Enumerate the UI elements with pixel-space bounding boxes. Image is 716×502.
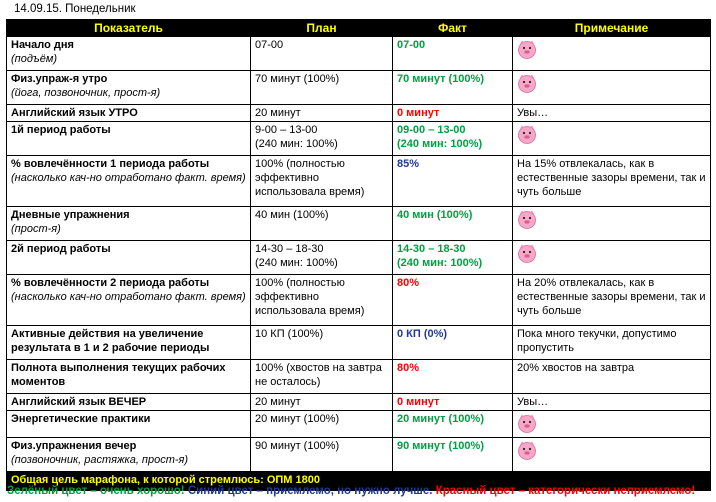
table-row	[7, 105, 711, 122]
fact-value: 20 минут (100%)	[397, 413, 484, 425]
fact-value: 14-30 – 18-30	[397, 243, 466, 255]
fact-cell	[393, 394, 513, 411]
fact-cell	[393, 275, 513, 326]
note-cell	[513, 105, 711, 122]
indicator-label: Начало дня	[11, 39, 74, 51]
note-text: Увы…	[517, 107, 549, 119]
fact-value: 80%	[397, 277, 420, 289]
note-cell	[513, 156, 711, 207]
header-indicator: Показатель	[7, 20, 251, 37]
fact-value: 80%	[397, 362, 420, 374]
daily-report-table	[6, 19, 711, 491]
fact-value: 0 минут	[397, 107, 440, 119]
plan-cell	[251, 105, 393, 122]
plan-cell	[251, 438, 393, 472]
color-legend	[7, 485, 695, 497]
indicator-cell	[7, 37, 251, 71]
table-row	[7, 71, 711, 105]
indicator-cell	[7, 275, 251, 326]
note-cell	[513, 275, 711, 326]
note-cell	[513, 360, 711, 394]
note-cell	[513, 326, 711, 360]
indicator-label: Физ.упражнения вечер	[11, 440, 137, 452]
indicator-label: Физ.упраж-я утро	[11, 73, 108, 85]
indicator-label: Активные действия на увеличение	[11, 328, 204, 340]
plan-cell	[251, 156, 393, 207]
fact-cell	[393, 241, 513, 275]
plan-cell	[251, 207, 393, 241]
pig-face-icon	[517, 124, 537, 144]
indicator-label: Полнота выполнения текущих рабочих моментов	[11, 362, 226, 388]
header-plan: План	[251, 20, 393, 37]
note-cell	[513, 122, 711, 156]
legend-green: Зелёный цвет – очень хорошо!	[7, 485, 185, 497]
indicator-cell	[7, 411, 251, 438]
legend-blue: Синий цвет – приемлемо, но нужно лучше.	[187, 485, 433, 497]
plan-value: 70 минут (100%)	[255, 73, 340, 85]
indicator-cell	[7, 156, 251, 207]
indicator-label: Энергетические практики	[11, 413, 151, 425]
note-cell	[513, 394, 711, 411]
plan-value: (240 мин: 100%)	[255, 257, 338, 269]
pig-face-icon	[517, 209, 537, 229]
note-text: На 20% отвлекалась, как в естественные зазоры времени, так и чуть больше	[517, 277, 706, 317]
indicator-label: % вовлечённости 2 периода работы	[11, 277, 210, 289]
plan-value: (240 мин: 100%)	[255, 138, 338, 150]
plan-cell	[251, 241, 393, 275]
legend-red: Красный цвет – категорически неприемлемо!	[435, 485, 696, 497]
fact-value: 09-00 – 13-00	[397, 124, 466, 136]
fact-cell	[393, 122, 513, 156]
indicator-cell	[7, 394, 251, 411]
fact-value: 40 мин (100%)	[397, 209, 473, 221]
table-row	[7, 275, 711, 326]
fact-value: (240 мин: 100%)	[397, 257, 483, 269]
pig-face-icon	[517, 413, 537, 433]
fact-cell	[393, 37, 513, 71]
fact-value: 07-00	[397, 39, 426, 51]
indicator-cell	[7, 360, 251, 394]
plan-value: 20 минут (100%)	[255, 413, 340, 425]
table-row	[7, 241, 711, 275]
indicator-sublabel: (йога, позвоночник, прост-я)	[11, 87, 161, 99]
note-text: 20% хвостов на завтра	[517, 362, 635, 374]
plan-cell	[251, 122, 393, 156]
fact-cell	[393, 156, 513, 207]
fact-cell	[393, 360, 513, 394]
table-row	[7, 360, 711, 394]
pig-face-icon	[517, 73, 537, 93]
indicator-label: Дневные упражнения	[11, 209, 130, 221]
indicator-cell	[7, 105, 251, 122]
indicator-cell	[7, 207, 251, 241]
indicator-label: 2й период работы	[11, 243, 111, 255]
note-text: На 15% отвлекалась, как в естественные зазоры времени, так и чуть больше	[517, 158, 706, 198]
note-text: Пока много текучки, допустимо пропустить	[517, 328, 677, 354]
pig-face-icon	[517, 440, 537, 460]
plan-value: 40 мин (100%)	[255, 209, 329, 221]
table-row	[7, 438, 711, 472]
plan-value: 100% (хвостов на завтра не осталось)	[255, 362, 382, 388]
indicator-sublabel: (подъём)	[11, 53, 58, 65]
header-fact: Факт	[393, 20, 513, 37]
report-date: 14.09.15. Понедельник	[14, 3, 136, 15]
note-text: Увы…	[517, 396, 549, 408]
plan-value: 10 КП (100%)	[255, 328, 324, 340]
table-row	[7, 37, 711, 71]
indicator-cell	[7, 71, 251, 105]
indicator-sublabel: (насколько кач-но отработано факт. время)	[11, 172, 246, 184]
fact-cell	[393, 105, 513, 122]
note-cell	[513, 207, 711, 241]
plan-value: 100% (полностью эффективно использовала время)	[255, 277, 365, 317]
fact-cell	[393, 207, 513, 241]
fact-value: 70 минут (100%)	[397, 73, 484, 85]
plan-value: 14-30 – 18-30	[255, 243, 324, 255]
plan-value: 20 минут	[255, 107, 301, 119]
marathon-goal: Общая цель марафона, к которой стремлюсь: ОПМ 1800	[7, 472, 711, 491]
indicator-cell	[7, 241, 251, 275]
indicator-sublabel: (насколько кач-но отработано факт. время)	[11, 291, 246, 303]
indicator-sublabel: (позвоночник, растяжка, прост-я)	[11, 454, 189, 466]
fact-cell	[393, 326, 513, 360]
header-note: Примечание	[513, 20, 711, 37]
indicator-label: 1й период работы	[11, 124, 111, 136]
table-row	[7, 207, 711, 241]
indicator-label: Английский язык УТРО	[11, 107, 138, 119]
table-row	[7, 122, 711, 156]
table-header-row	[7, 20, 711, 37]
indicator-cell	[7, 438, 251, 472]
plan-cell	[251, 394, 393, 411]
table-row	[7, 156, 711, 207]
note-cell	[513, 241, 711, 275]
plan-value: 9-00 – 13-00	[255, 124, 318, 136]
fact-value: 0 КП (0%)	[397, 328, 448, 340]
note-cell	[513, 37, 711, 71]
indicator-label-line2: результата в 1 и 2 рабочие периоды	[11, 342, 210, 354]
indicator-label: % вовлечённости 1 периода работы	[11, 158, 210, 170]
pig-face-icon	[517, 39, 537, 59]
fact-value: 90 минут (100%)	[397, 440, 484, 452]
note-cell	[513, 438, 711, 472]
plan-cell	[251, 37, 393, 71]
plan-cell	[251, 275, 393, 326]
table-row	[7, 394, 711, 411]
indicator-label: Английский язык ВЕЧЕР	[11, 396, 147, 408]
plan-value: 07-00	[255, 39, 284, 51]
plan-cell	[251, 326, 393, 360]
note-cell	[513, 411, 711, 438]
pig-face-icon	[517, 243, 537, 263]
note-cell	[513, 71, 711, 105]
plan-value: 100% (полностью эффективно использовала время)	[255, 158, 365, 198]
indicator-sublabel: (прост-я)	[11, 223, 61, 235]
fact-value: 0 минут	[397, 396, 440, 408]
plan-cell	[251, 411, 393, 438]
table-row	[7, 326, 711, 360]
fact-cell	[393, 411, 513, 438]
fact-value: (240 мин: 100%)	[397, 138, 483, 150]
fact-cell	[393, 438, 513, 472]
plan-cell	[251, 71, 393, 105]
table-row	[7, 411, 711, 438]
plan-cell	[251, 360, 393, 394]
plan-value: 90 минут (100%)	[255, 440, 340, 452]
indicator-cell	[7, 326, 251, 360]
fact-cell	[393, 71, 513, 105]
fact-value: 85%	[397, 158, 420, 170]
plan-value: 20 минут	[255, 396, 301, 408]
indicator-cell	[7, 122, 251, 156]
